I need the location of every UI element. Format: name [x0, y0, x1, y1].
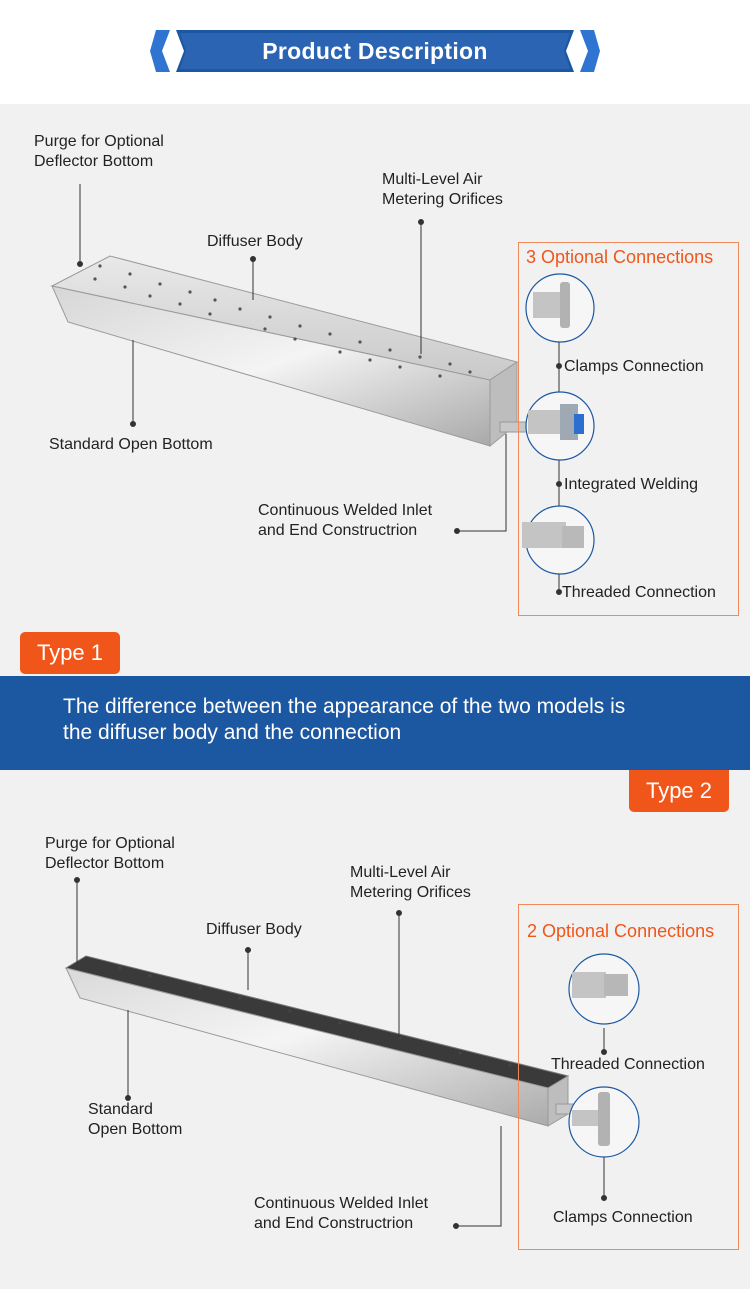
label-open-bottom: Standard Open Bottom	[49, 436, 213, 453]
option-clamps: Clamps Connection	[564, 358, 704, 375]
type1-badge: Type 1	[20, 632, 120, 674]
title-banner	[150, 30, 600, 72]
option-threaded: Threaded Connection	[562, 584, 716, 601]
options-title: 3 Optional Connections	[526, 247, 714, 267]
difference-banner	[0, 676, 750, 770]
label-inlet-2: Continuous Welded Inlet and End Constructrion	[254, 1195, 429, 1232]
label-diffuser-body: Diffuser Body	[207, 233, 303, 250]
label-open-bottom-2: Standard Open Bottom	[88, 1101, 183, 1138]
label-multilevel: Multi-Level Air Metering Orifices	[382, 171, 503, 208]
label-diffuser-body-2: Diffuser Body	[206, 921, 302, 938]
options-box-2	[518, 904, 739, 1250]
label-multilevel-2: Multi-Level Air Metering Orifices	[350, 864, 471, 901]
type2-badge: Type 2	[629, 770, 729, 812]
page-title: Product Description	[262, 38, 488, 64]
label-purge-2: Purge for Optional Deflector Bottom	[45, 835, 175, 872]
label-inlet: Continuous Welded Inlet and End Constructrion	[258, 502, 433, 539]
label-purge: Purge for Optional Deflector Bottom	[34, 133, 164, 170]
option-integrated-welding: Integrated Welding	[564, 476, 699, 493]
options-box	[518, 242, 739, 616]
option-clamps-2: Clamps Connection	[553, 1209, 693, 1226]
type1-section	[0, 104, 750, 676]
options-title-2: 2 Optional Connections	[527, 921, 715, 941]
page-header	[0, 0, 750, 104]
difference-text: The difference between the appearance of the two models is the diffuser body and the connection	[63, 695, 626, 744]
type2-section	[0, 770, 750, 1289]
option-threaded-2: Threaded Connection	[551, 1056, 705, 1073]
